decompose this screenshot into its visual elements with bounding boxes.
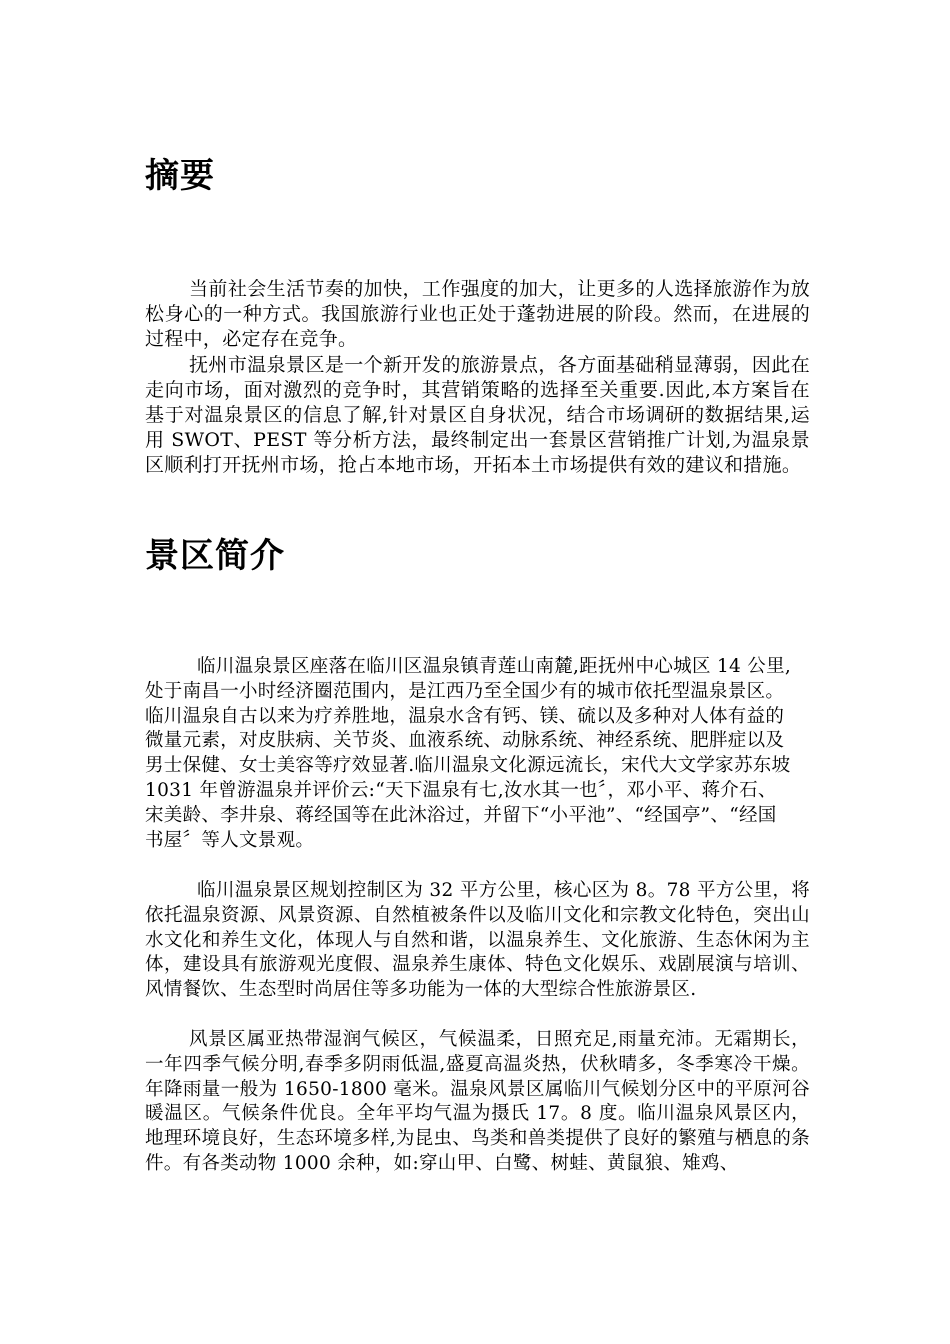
intro-paragraph-3: 风景区属亚热带湿润气候区，气候温柔，日照充足,雨量充沛。无霜期长，一年四季气候分明,春季多阴雨低温,盛夏高温炎热，伏秋晴多，冬季寒冷干燥。年降雨量一般为 1650-1800 毫米。温泉风景区属临川气候划分区中的平原河谷暖温区。气候条件优良。全年平均气温为摄氏 17。8 度。临川温泉风景区内，地理环境良好，生态环境多样,为昆虫、鸟类和兽类提供了良好的繁殖与栖息的条件。有各类动物 1000 余种，如:穿山甲、白鹭、树蛙、黄鼠狼、雉鸡、 — [145, 1029, 810, 1174]
intro-paragraph-2: 临川温泉景区规划控制区为 32 平方公里，核心区为 8。78 平方公里，将依托温泉资源、风景资源、自然植被条件以及临川文化和宗教文化特色，突出山水文化和养生文化，体现人与自然和谐，以温泉养生、文化旅游、生态休闲为主体，建设具有旅游观光度假、温泉养生康体、特色文化娱乐、戏剧展演与培训、风情餐饮、生态型时尚居住等多功能为一体的大型综合性旅游景区. — [145, 880, 810, 1001]
abstract-heading: 摘要 — [145, 156, 215, 196]
abstract-paragraph-1: 当前社会生活节奏的加快，工作强度的加大，让更多的人选择旅游作为放松身心的一种方式。我国旅游行业也正处于蓬勃进展的阶段。然而，在进展的过程中，必定存在竞争。 — [145, 278, 810, 350]
abstract-paragraph-2: 抚州市温泉景区是一个新开发的旅游景点，各方面基础稍显薄弱，因此在走向市场，面对激烈的竞争时，其营销策略的选择至关重要.因此,本方案旨在基于对温泉景区的信息了解,针对景区自身状况，结合市场调研的数据结果,运用 SWOT、PEST 等分析方法，最终制定出一套景区营销推广计划,为温泉景区顺利打开抚州市场，抢占本地市场，开拓本土市场提供有效的建议和措施。 — [145, 354, 810, 476]
intro-paragraph-1: 临川温泉景区座落在临川区温泉镇青莲山南麓,距抚州中心城区 14 公里,处于南昌一小时经济圈范围内，是江西乃至全国少有的城市依托型温泉景区。临川温泉自古以来为疗养胜地，温泉水含有钙、镁、硫以及多种对人体有益的微量元素，对皮肤病、关节炎、血液系统、动脉系统、神经系统、肥胖症以及男士保健、女士美容等疗效显著.临川温泉文化源远流长，宋代大文学家苏东坡 1031 年曾游温泉并评价云:“天下温泉有七,汝水其一也〞，邓小平、蒋介石、宋美龄、李井泉、蒋经国等在此沐浴过，并留下“小平池”、“经国亭”、“经国书屋〞等人文景观。 — [145, 656, 792, 851]
scenic-intro-heading: 景区简介 — [145, 536, 285, 576]
